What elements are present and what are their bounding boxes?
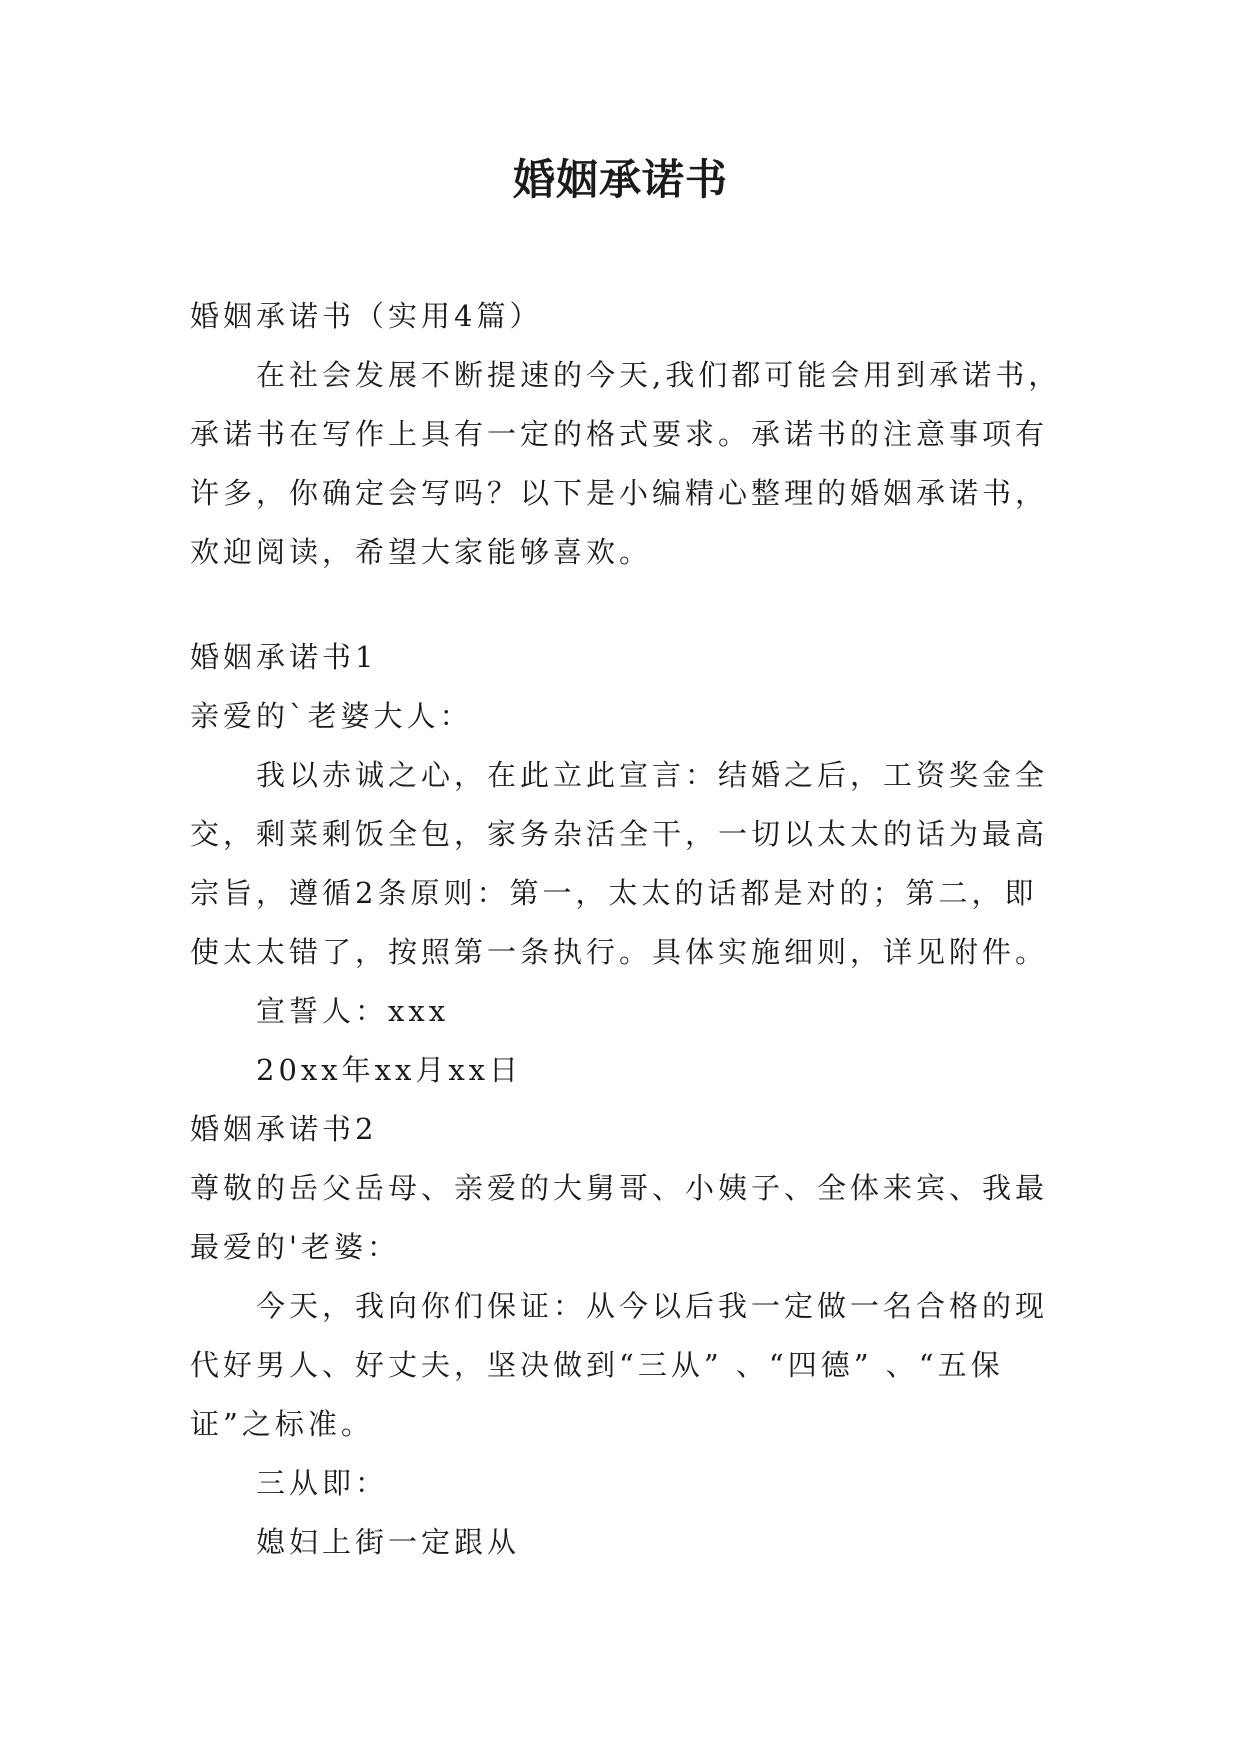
salutation-line: 亲爱的`老婆大人： [190,699,473,733]
intro-line: 欢迎阅读，希望大家能够喜欢。 [190,535,653,569]
intro-line: 许多，你确定会写吗？以下是小编精心整理的婚姻承诺书， [190,476,1049,510]
signatory-line: 宣誓人：xxx [256,994,450,1028]
paragraph-line: 我以赤诚之心，在此立此宣言：结婚之后，工资奖金全 [256,758,1049,792]
section-gap [190,582,1060,628]
document-body [190,287,1060,1572]
paragraph-line: 今天，我向你们保证：从今以后我一定做一名合格的现 [256,1289,1049,1323]
intro-line: 承诺书在写作上具有一定的格式要求。承诺书的注意事项有 [190,417,1049,451]
subtitle-line: 婚姻承诺书（实用4篇） [190,299,543,333]
paragraph-line: 使太太错了，按照第一条执行。具体实施细则，详见附件。 [190,935,1049,969]
section-heading-1: 婚姻承诺书1 [190,640,378,674]
salutation-line: 尊敬的岳父岳母、亲爱的大舅哥、小姨子、全体来宾、我最 [190,1171,1049,1205]
paragraph-line: 证”之标准。 [190,1407,374,1441]
list-heading-line: 三从即： [256,1466,389,1500]
document-title: 婚姻承诺书 [512,155,728,204]
list-item-line: 媳妇上街一定跟从 [256,1525,521,1559]
intro-line: 在社会发展不断提速的今天,我们都可能会用到承诺书， [256,358,1062,392]
paragraph-line: 代好男人、好丈夫，坚决做到“三从” 、“四德” 、“五保 [190,1348,1004,1382]
section-heading-2: 婚姻承诺书2 [190,1112,378,1146]
paragraph-line: 交，剩菜剩饭全包，家务杂活全干，一切以太太的话为最高 [190,817,1049,851]
salutation-line: 最爱的'老婆： [190,1230,400,1264]
date-line: 20xx年xx月xx日 [256,1053,523,1087]
paragraph-line: 宗旨，遵循2条原则：第一，太太的话都是对的；第二，即 [190,876,1038,910]
